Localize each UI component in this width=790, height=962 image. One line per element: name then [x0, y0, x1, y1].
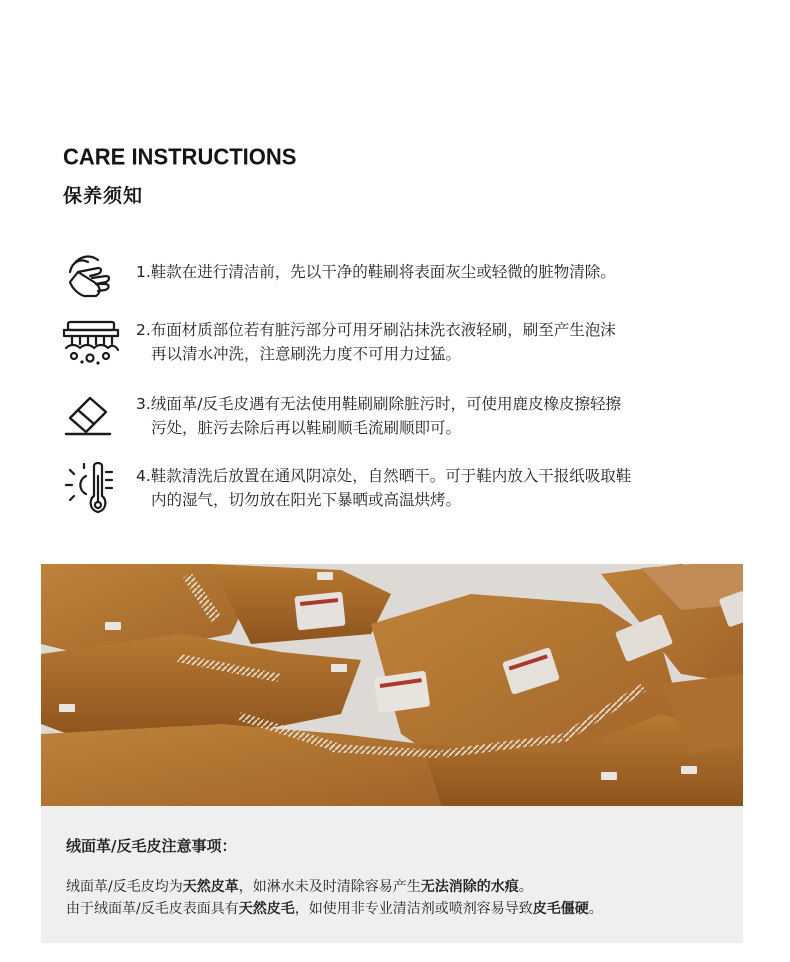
note-title: 绒面革/反毛皮注意事项： — [66, 837, 237, 855]
instruction-line-continued: 污处，脏污去除后再以鞋刷顺毛流刷顺即可。 — [151, 419, 462, 437]
note-text: ，如淋水未及时清除容易产生 — [238, 879, 421, 895]
thermometer-sun-icon — [60, 460, 122, 522]
note-emphasis: 天然皮革 — [182, 879, 239, 895]
suede-care-note — [41, 806, 743, 943]
note-text: 由于绒面革/反毛皮表面具有 — [66, 901, 239, 917]
note-text: ，如使用非专业清洁剂或喷剂容易导致 — [294, 901, 533, 917]
note-emphasis: 天然皮毛 — [238, 901, 295, 917]
instruction-line: 1.鞋款在进行清洁前，先以干净的鞋刷将表面灰尘或轻微的脏物清除。 — [136, 263, 616, 281]
page-title-en: CARE INSTRUCTIONS — [63, 143, 297, 170]
hand-wipe-icon — [60, 252, 122, 314]
note-text: 。 — [588, 901, 603, 917]
note-text: 绒面革/反毛皮均为 — [66, 879, 183, 895]
instruction-line: 3.绒面革/反毛皮遇有无法使用鞋刷刷除脏污时，可使用鹿皮橡皮擦轻擦 — [136, 395, 622, 413]
instruction-line-continued: 内的湿气，切勿放在阳光下暴晒或高温烘烤。 — [151, 491, 462, 509]
brush-foam-icon — [60, 318, 122, 380]
note-line — [66, 876, 533, 896]
eraser-icon — [60, 388, 122, 450]
instruction-line: 4.鞋款清洗后放置在通风阴凉处，自然晒干。可于鞋内放入干报纸吸取鞋 — [136, 467, 632, 485]
note-emphasis: 皮毛僵硬 — [532, 901, 589, 917]
page-title-cn: 保养须知 — [63, 185, 144, 207]
instruction-line: 2.布面材质部位若有脏污部分可用牙刷沾抹洗衣液轻刷，刷至产生泡沫 — [136, 321, 616, 339]
note-text: 。 — [518, 879, 533, 895]
suede-leather-photo — [41, 564, 743, 806]
instruction-line-continued: 再以清水冲洗，注意刷洗力度不可用力过猛。 — [151, 345, 462, 363]
note-emphasis: 无法消除的水痕 — [420, 879, 519, 895]
note-line — [66, 898, 603, 918]
